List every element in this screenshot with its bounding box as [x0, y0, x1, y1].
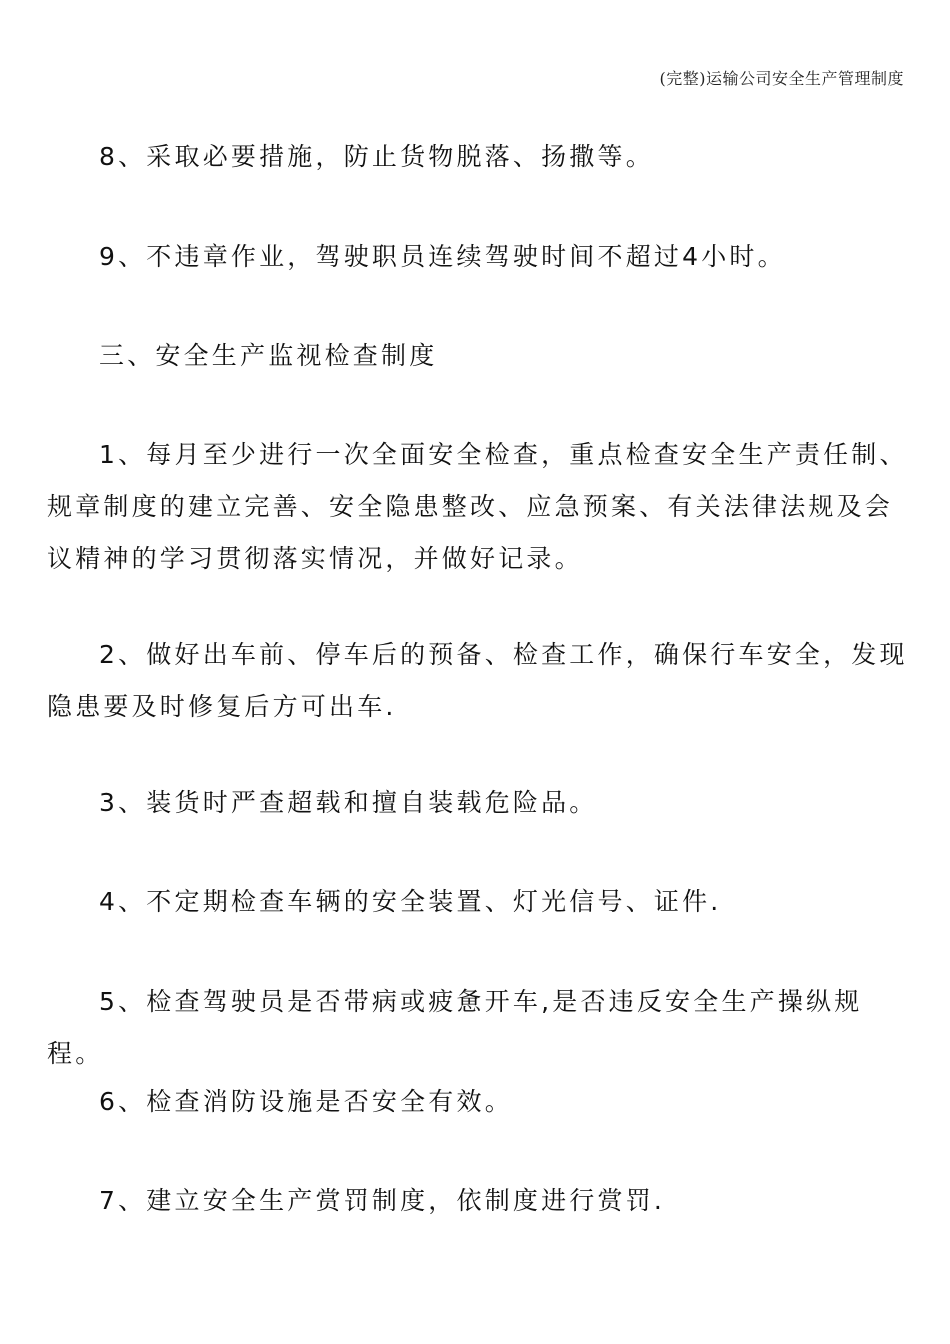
document-header: (完整)运输公司安全生产管理制度 — [659, 69, 904, 88]
paragraph-item-6: 6、检查消防设施是否安全有效。 — [99, 1087, 513, 1116]
paragraph-item-9: 9、不违章作业，驾驶职员连续驾驶时间不超过4小时。 — [99, 242, 786, 271]
paragraph-item-8: 8、采取必要措施，防止货物脱落、扬撒等。 — [99, 142, 654, 171]
paragraph-item-2: 2、做好出车前、停车后的预备、检查工作，确保行车安全，发现隐患要及时修复后方可出车. — [47, 640, 908, 721]
section-heading: 三、安全生产监视检查制度 — [99, 341, 438, 370]
paragraph-item-4: 4、不定期检查车辆的安全装置、灯光信号、证件. — [99, 887, 722, 916]
paragraph-item-1: 1、每月至少进行一次全面安全检查，重点检查安全生产责任制、规章制度的建立完善、安全隐患整改、应急预案、有关法律法规及会议精神的学习贯彻落实情况，并做好记录。 — [47, 440, 908, 573]
paragraph-item-7: 7、建立安全生产赏罚制度，依制度进行赏罚. — [99, 1186, 666, 1215]
paragraph-item-3: 3、装货时严查超载和擅自装载危险品。 — [99, 788, 598, 817]
paragraph-item-5: 5、检查驾驶员是否带病或疲惫开车,是否违反安全生产操纵规程。 — [47, 987, 863, 1068]
